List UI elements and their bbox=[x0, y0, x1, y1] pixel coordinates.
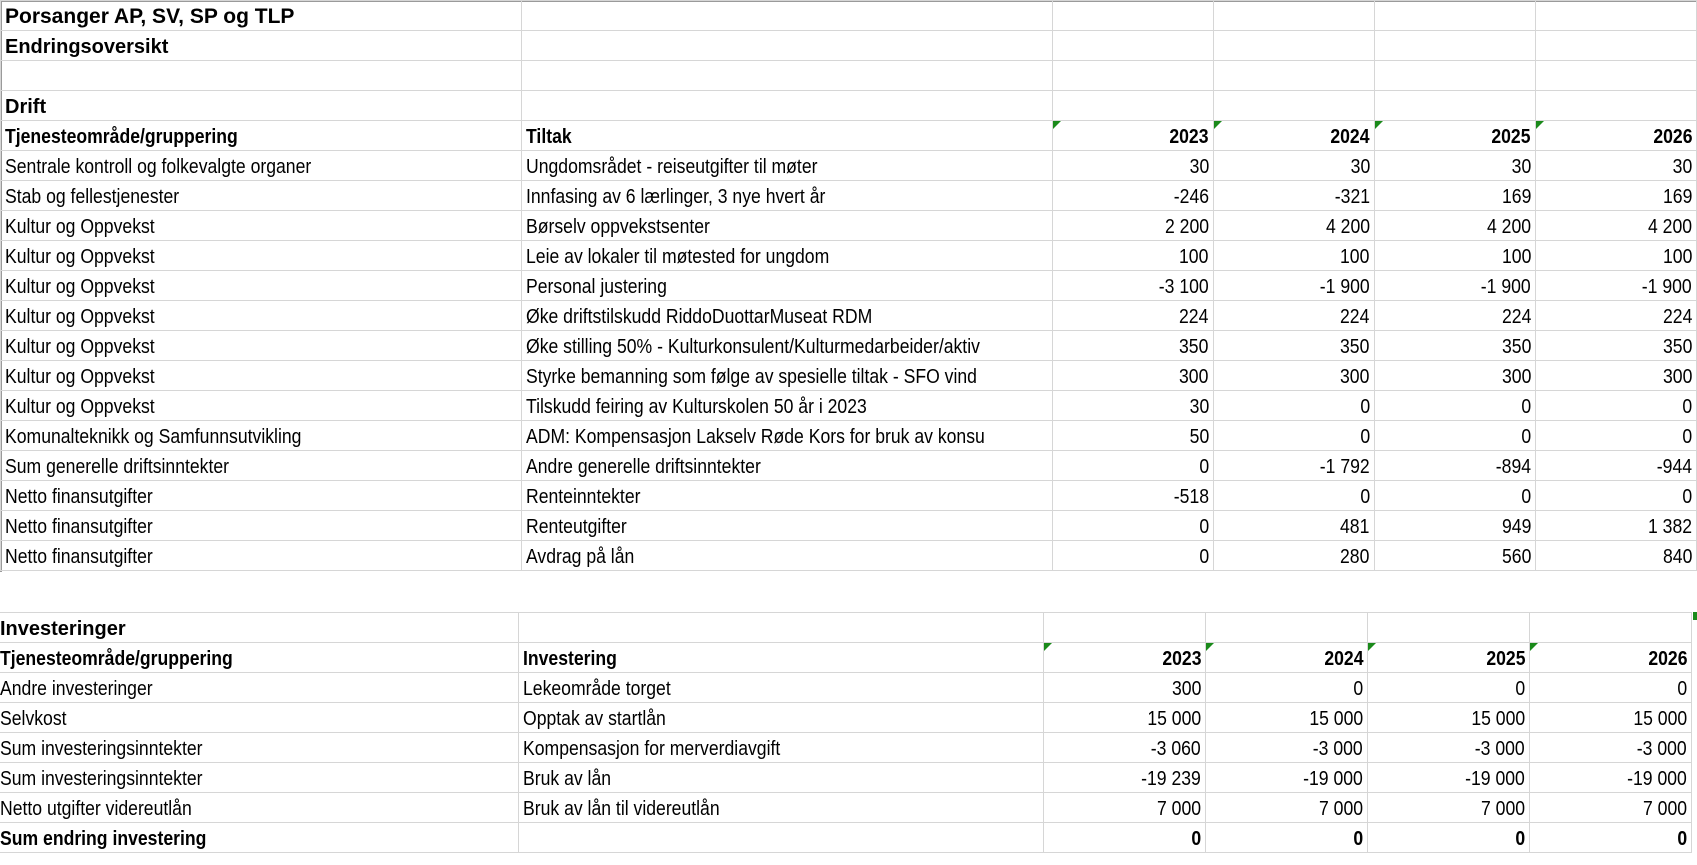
cell-y2025[interactable]: 949 bbox=[1374, 511, 1535, 541]
cell-y2026[interactable]: 840 bbox=[1535, 541, 1696, 571]
cell-y2026[interactable]: 350 bbox=[1535, 331, 1696, 361]
table-row bbox=[1, 151, 1697, 181]
cell-y2026[interactable]: 0 bbox=[1535, 421, 1696, 451]
empty-cell[interactable] bbox=[1213, 1, 1374, 31]
cell-y2026[interactable]: 15 000 bbox=[1530, 703, 1692, 733]
empty-cell[interactable] bbox=[1052, 61, 1213, 91]
cell-y2023[interactable]: 0 bbox=[1052, 451, 1213, 481]
cell-y2023[interactable]: -19 239 bbox=[1044, 763, 1206, 793]
cell-y2025[interactable]: 0 bbox=[1374, 391, 1535, 421]
cell-y2023[interactable]: -3 060 bbox=[1044, 733, 1206, 763]
cell-group[interactable]: Stab og fellestjenester bbox=[1, 181, 522, 211]
cell-group[interactable]: Netto finansutgifter bbox=[1, 481, 522, 511]
cell-y2023[interactable]: 0 bbox=[1052, 541, 1213, 571]
table-row bbox=[1, 331, 1697, 361]
empty-cell[interactable] bbox=[522, 1, 1052, 31]
cell-group[interactable]: Kultur og Oppvekst bbox=[1, 361, 522, 391]
empty-cell[interactable] bbox=[522, 61, 1052, 91]
cell-measure[interactable]: Andre generelle driftsinntekter bbox=[522, 451, 1052, 481]
cell-measure[interactable]: Renteutgifter bbox=[522, 511, 1052, 541]
cell-measure[interactable]: Øke driftstilskudd RiddoDuottarMuseat RDM bbox=[522, 301, 1052, 331]
cell-y2024[interactable]: -321 bbox=[1213, 181, 1374, 211]
cell-group[interactable]: Andre investeringer bbox=[0, 673, 519, 703]
table-row bbox=[0, 733, 1692, 763]
cell-y2025[interactable]: 15 000 bbox=[1368, 703, 1530, 733]
section-label-drift[interactable]: Drift bbox=[1, 91, 522, 121]
table-row bbox=[1, 391, 1697, 421]
cell-y2024[interactable]: 30 bbox=[1213, 151, 1374, 181]
cell-measure[interactable]: Personal justering bbox=[522, 271, 1052, 301]
empty-cell[interactable] bbox=[1052, 31, 1213, 61]
table-row bbox=[1, 301, 1697, 331]
cell-measure[interactable]: Lekeområde torget bbox=[519, 673, 1044, 703]
cell-measure[interactable]: Avdrag på lån bbox=[522, 541, 1052, 571]
cell-y2023[interactable]: 224 bbox=[1052, 301, 1213, 331]
cell-measure[interactable]: Renteinntekter bbox=[522, 481, 1052, 511]
drift-header-row bbox=[1, 121, 1697, 151]
cell-y2025[interactable]: 4 200 bbox=[1374, 211, 1535, 241]
empty-cell[interactable] bbox=[1535, 31, 1696, 61]
table-row bbox=[1, 511, 1697, 541]
cell-measure[interactable]: Styrke bemanning som følge av spesielle tiltak - SFO vind bbox=[522, 361, 1052, 391]
cell-y2024[interactable]: 100 bbox=[1213, 241, 1374, 271]
cell-y2025[interactable]: 0 bbox=[1374, 421, 1535, 451]
cell-y2025[interactable]: -894 bbox=[1374, 451, 1535, 481]
empty-cell[interactable] bbox=[519, 613, 1044, 643]
empty-cell[interactable] bbox=[1, 61, 522, 91]
header-measure[interactable]: Tiltak bbox=[522, 121, 1052, 151]
cell-y2024[interactable]: 0 bbox=[1206, 673, 1368, 703]
cell-group[interactable]: Netto finansutgifter bbox=[1, 511, 522, 541]
header-group[interactable]: Tjenesteområde/gruppering bbox=[0, 643, 519, 673]
table-row bbox=[0, 703, 1692, 733]
cell-y2026[interactable]: -944 bbox=[1535, 451, 1696, 481]
empty-cell[interactable] bbox=[1374, 91, 1535, 121]
header-2024[interactable]: 2024 bbox=[1213, 121, 1374, 151]
empty-cell[interactable] bbox=[1374, 31, 1535, 61]
cell-y2026[interactable]: 224 bbox=[1535, 301, 1696, 331]
empty-cell[interactable] bbox=[1044, 613, 1206, 643]
cell-y2026[interactable]: 30 bbox=[1535, 151, 1696, 181]
table-row bbox=[1, 241, 1697, 271]
cell-group[interactable]: Kultur og Oppvekst bbox=[1, 331, 522, 361]
cell-y2026[interactable]: 300 bbox=[1535, 361, 1696, 391]
header-2026[interactable]: 2026 bbox=[1535, 121, 1696, 151]
cell-group[interactable]: Kultur og Oppvekst bbox=[1, 391, 522, 421]
header-group[interactable]: Tjenesteområde/gruppering bbox=[1, 121, 522, 151]
cell-group[interactable]: Sum investeringsinntekter bbox=[0, 763, 519, 793]
cell-y2026[interactable]: 4 200 bbox=[1535, 211, 1696, 241]
cell-y2026[interactable]: 0 bbox=[1535, 391, 1696, 421]
total-row bbox=[0, 823, 1692, 853]
cell-y2024[interactable]: 280 bbox=[1213, 541, 1374, 571]
cell-y2023[interactable]: 30 bbox=[1052, 391, 1213, 421]
header-2025[interactable]: 2025 bbox=[1368, 643, 1530, 673]
cell-y2025[interactable]: -3 000 bbox=[1368, 733, 1530, 763]
empty-cell[interactable] bbox=[1052, 91, 1213, 121]
empty-cell[interactable] bbox=[1535, 91, 1696, 121]
cell-y2024[interactable]: -3 000 bbox=[1206, 733, 1368, 763]
cell-group[interactable]: Sentrale kontroll og folkevalgte organer bbox=[1, 151, 522, 181]
cell-y2024[interactable]: 224 bbox=[1213, 301, 1374, 331]
cell-y2026[interactable]: 0 bbox=[1535, 481, 1696, 511]
cell-y2023[interactable]: -246 bbox=[1052, 181, 1213, 211]
cell-y2024[interactable]: 481 bbox=[1213, 511, 1374, 541]
empty-cell[interactable] bbox=[522, 31, 1052, 61]
cell-y2023[interactable]: 2 200 bbox=[1052, 211, 1213, 241]
cell-group[interactable]: Netto finansutgifter bbox=[1, 541, 522, 571]
cell-y2025[interactable]: 350 bbox=[1374, 331, 1535, 361]
table-row bbox=[0, 673, 1692, 703]
cell-y2024[interactable]: 0 bbox=[1213, 481, 1374, 511]
table-row bbox=[1, 361, 1697, 391]
empty-cell[interactable] bbox=[1368, 613, 1530, 643]
header-2025[interactable]: 2025 bbox=[1374, 121, 1535, 151]
cell-measure[interactable]: Bruk av lån bbox=[519, 763, 1044, 793]
cell-y2026[interactable]: -19 000 bbox=[1530, 763, 1692, 793]
cell-measure[interactable] bbox=[519, 823, 1044, 853]
empty-cell[interactable] bbox=[1535, 61, 1696, 91]
cell-y2023[interactable]: 300 bbox=[1044, 673, 1206, 703]
cell-group[interactable]: Kultur og Oppvekst bbox=[1, 211, 522, 241]
cell-y2026[interactable]: 0 bbox=[1530, 823, 1692, 853]
cell-measure[interactable]: Kompensasjon for merverdiavgift bbox=[519, 733, 1044, 763]
cell-y2025[interactable]: 0 bbox=[1374, 481, 1535, 511]
cell-y2024[interactable]: 0 bbox=[1206, 823, 1368, 853]
empty-cell[interactable] bbox=[1535, 1, 1696, 31]
cell-y2025[interactable]: -1 900 bbox=[1374, 271, 1535, 301]
cell-y2025[interactable]: 560 bbox=[1374, 541, 1535, 571]
table-row bbox=[1, 451, 1697, 481]
table-row bbox=[1, 421, 1697, 451]
empty-cell[interactable] bbox=[522, 91, 1052, 121]
empty-cell[interactable] bbox=[1213, 61, 1374, 91]
table-row bbox=[1, 211, 1697, 241]
header-2023[interactable]: 2023 bbox=[1052, 121, 1213, 151]
cell-y2026[interactable]: 169 bbox=[1535, 181, 1696, 211]
cell-y2026[interactable]: 0 bbox=[1530, 673, 1692, 703]
cell-y2023[interactable]: 0 bbox=[1052, 511, 1213, 541]
cell-y2023[interactable]: -518 bbox=[1052, 481, 1213, 511]
cell-group[interactable]: Sum endring investering bbox=[0, 823, 519, 853]
empty-cell[interactable] bbox=[1213, 91, 1374, 121]
document-title[interactable]: Porsanger AP, SV, SP og TLP bbox=[1, 1, 522, 31]
cell-measure[interactable]: Opptak av startlån bbox=[519, 703, 1044, 733]
cell-measure[interactable]: Bruk av lån til videreutlån bbox=[519, 793, 1044, 823]
table-row bbox=[0, 763, 1692, 793]
document-subtitle[interactable]: Endringsoversikt bbox=[1, 31, 522, 61]
cell-y2026[interactable]: 7 000 bbox=[1530, 793, 1692, 823]
table-row bbox=[1, 541, 1697, 571]
cell-y2024[interactable]: 4 200 bbox=[1213, 211, 1374, 241]
empty-cell[interactable] bbox=[1374, 61, 1535, 91]
cell-y2023[interactable]: 7 000 bbox=[1044, 793, 1206, 823]
cell-measure[interactable]: Tilskudd feiring av Kulturskolen 50 år i 2023 bbox=[522, 391, 1052, 421]
table-row bbox=[0, 793, 1692, 823]
cell-y2025[interactable]: 7 000 bbox=[1368, 793, 1530, 823]
cell-y2023[interactable]: 15 000 bbox=[1044, 703, 1206, 733]
cell-y2023[interactable]: -3 100 bbox=[1052, 271, 1213, 301]
cell-y2023[interactable]: 30 bbox=[1052, 151, 1213, 181]
empty-cell[interactable] bbox=[1213, 31, 1374, 61]
cell-y2024[interactable]: -1 792 bbox=[1213, 451, 1374, 481]
cell-marker bbox=[1693, 612, 1697, 620]
cell-group[interactable]: Kultur og Oppvekst bbox=[1, 301, 522, 331]
cell-measure[interactable]: Øke stilling 50% - Kulturkonsulent/Kulturmedarbeider/aktiv bbox=[522, 331, 1052, 361]
cell-y2025[interactable]: -19 000 bbox=[1368, 763, 1530, 793]
empty-cell[interactable] bbox=[1206, 613, 1368, 643]
cell-y2025[interactable]: 224 bbox=[1374, 301, 1535, 331]
cell-y2024[interactable]: 350 bbox=[1213, 331, 1374, 361]
cell-group[interactable]: Kultur og Oppvekst bbox=[1, 271, 522, 301]
header-2024[interactable]: 2024 bbox=[1206, 643, 1368, 673]
cell-group[interactable]: Kultur og Oppvekst bbox=[1, 241, 522, 271]
cell-y2023[interactable]: 300 bbox=[1052, 361, 1213, 391]
table-row bbox=[1, 271, 1697, 301]
cell-y2024[interactable]: 300 bbox=[1213, 361, 1374, 391]
section-label-investeringer[interactable]: Investeringer bbox=[0, 613, 519, 643]
cell-measure[interactable]: ADM: Kompensasjon Lakselv Røde Kors for bruk av konsu bbox=[522, 421, 1052, 451]
cell-y2024[interactable]: 0 bbox=[1213, 421, 1374, 451]
cell-y2024[interactable]: 0 bbox=[1213, 391, 1374, 421]
cell-y2026[interactable]: -1 900 bbox=[1535, 271, 1696, 301]
cell-y2025[interactable]: 100 bbox=[1374, 241, 1535, 271]
cell-group[interactable]: Selvkost bbox=[0, 703, 519, 733]
cell-group[interactable]: Sum investeringsinntekter bbox=[0, 733, 519, 763]
investeringer-section bbox=[0, 612, 1692, 853]
cell-y2025[interactable]: 300 bbox=[1374, 361, 1535, 391]
cell-group[interactable]: Komunalteknikk og Samfunnsutvikling bbox=[1, 421, 522, 451]
empty-cell[interactable] bbox=[1530, 613, 1692, 643]
cell-y2025[interactable]: 169 bbox=[1374, 181, 1535, 211]
cell-y2026[interactable]: 1 382 bbox=[1535, 511, 1696, 541]
cell-y2023[interactable]: 50 bbox=[1052, 421, 1213, 451]
cell-group[interactable]: Netto utgifter videreutlån bbox=[0, 793, 519, 823]
cell-y2025[interactable]: 0 bbox=[1368, 823, 1530, 853]
table-row bbox=[1, 481, 1697, 511]
cell-y2026[interactable]: 100 bbox=[1535, 241, 1696, 271]
cell-y2023[interactable]: 350 bbox=[1052, 331, 1213, 361]
cell-measure[interactable]: Ungdomsrådet - reiseutgifter til møter bbox=[522, 151, 1052, 181]
cell-measure[interactable]: Leie av lokaler til møtested for ungdom bbox=[522, 241, 1052, 271]
cell-y2025[interactable]: 0 bbox=[1368, 673, 1530, 703]
table-row bbox=[1, 181, 1697, 211]
cell-group[interactable]: Sum generelle driftsinntekter bbox=[1, 451, 522, 481]
cell-y2023[interactable]: 100 bbox=[1052, 241, 1213, 271]
cell-measure[interactable]: Innfasing av 6 lærlinger, 3 nye hvert år bbox=[522, 181, 1052, 211]
cell-y2024[interactable]: 7 000 bbox=[1206, 793, 1368, 823]
cell-y2024[interactable]: -1 900 bbox=[1213, 271, 1374, 301]
empty-cell[interactable] bbox=[1374, 1, 1535, 31]
cell-y2023[interactable]: 0 bbox=[1044, 823, 1206, 853]
cell-y2025[interactable]: 30 bbox=[1374, 151, 1535, 181]
cell-y2024[interactable]: -19 000 bbox=[1206, 763, 1368, 793]
header-2023[interactable]: 2023 bbox=[1044, 643, 1206, 673]
investeringer-header-row bbox=[0, 643, 1692, 673]
cell-y2024[interactable]: 15 000 bbox=[1206, 703, 1368, 733]
cell-y2026[interactable]: -3 000 bbox=[1530, 733, 1692, 763]
investeringer-table bbox=[0, 612, 1692, 853]
header-measure[interactable]: Investering bbox=[519, 643, 1044, 673]
empty-cell[interactable] bbox=[1052, 1, 1213, 31]
cell-measure[interactable]: Børselv oppvekstsenter bbox=[522, 211, 1052, 241]
header-2026[interactable]: 2026 bbox=[1530, 643, 1692, 673]
